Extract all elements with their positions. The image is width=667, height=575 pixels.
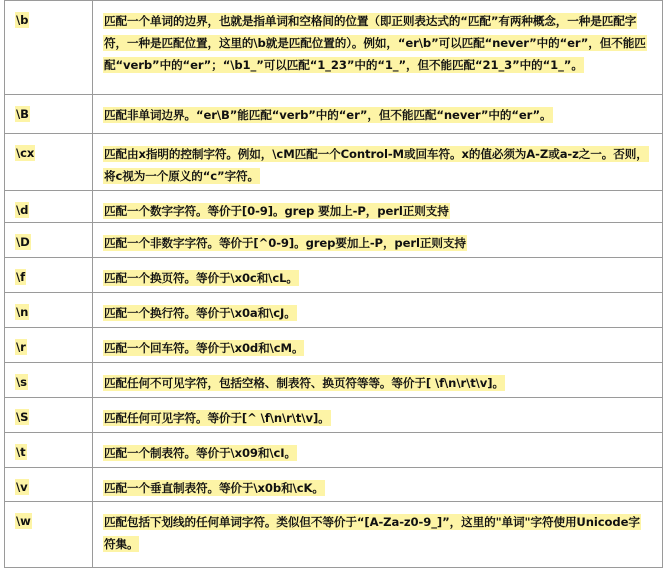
description-text: 匹配一个数字字符。等价于[0-9]。grep 要加上-P，perl正则支持 [104,204,449,218]
symbol-cell [5,134,93,190]
description-text: 匹配任何可见字符。等价于[^ \f\n\r\t\v]。 [104,411,330,425]
symbol-cell [5,258,93,292]
symbol-text: \s [16,375,27,389]
symbol-text: \B [16,107,29,121]
description-text: 匹配一个非数字字符。等价于[^0-9]。grep要加上-P，perl正则支持 [104,236,466,250]
symbol-cell [5,502,93,567]
symbol-text: \cx [16,146,35,160]
regex-reference-table [4,0,663,568]
table-row [5,501,662,567]
table-row [5,0,662,94]
description-cell [93,433,662,467]
description-cell [93,95,662,133]
symbol-cell [5,191,93,222]
symbol-cell [5,398,93,432]
description-text: 匹配一个换行符。等价于\x0a和\cJ。 [104,306,296,320]
description-cell [93,328,662,362]
symbol-cell [5,433,93,467]
symbol-cell [5,223,93,257]
description-cell [93,293,662,327]
description-text: 匹配非单词边界。“er\B”能匹配“verb”中的“er”，但不能匹配“never”中的“er”。 [104,108,552,122]
symbol-text: \r [16,340,26,354]
symbol-cell [5,363,93,397]
table-row [5,467,662,501]
symbol-cell [5,293,93,327]
description-text: 匹配一个制表符。等价于\x09和\cI。 [104,446,296,460]
description-text: 匹配任何不可见字符，包括空格、制表符、换页符等等。等价于[ \f\n\r\t\v]。 [104,376,504,390]
description-cell [93,363,662,397]
symbol-cell [5,468,93,501]
description-cell [93,223,662,257]
description-cell [93,398,662,432]
description-text: 匹配一个换页符。等价于\x0c和\cL。 [104,271,298,285]
table-row [5,397,662,432]
symbol-text: \n [16,305,29,319]
description-text: 匹配由x指明的控制字符。例如，\cM匹配一个Control-M或回车符。x的值必须为A-Z或a-z之一。否则，将c视为一个原义的“c”字符。 [104,147,648,183]
description-cell [93,1,662,94]
table-row [5,257,662,292]
table-row [5,292,662,327]
description-text: 匹配包括下划线的任何单词字符。类似但不等价于“[A-Za-z0-9_]”，这里的"单词"字符使用Unicode字符集。 [104,515,640,551]
description-cell [93,134,662,190]
table-row [5,94,662,133]
table-row [5,190,662,222]
description-text: 匹配一个垂直制表符。等价于\x0b和\cK。 [104,481,324,495]
symbol-text: \D [16,235,30,249]
symbol-text: \S [16,410,29,424]
table-row [5,133,662,190]
description-cell [93,468,662,501]
symbol-text: \d [16,203,29,217]
symbol-text: \b [16,13,29,27]
description-text: 匹配一个回车符。等价于\x0d和\cM。 [104,341,304,355]
table-row [5,362,662,397]
description-cell [93,191,662,222]
symbol-text: \v [16,480,28,494]
symbol-text: \f [16,270,26,284]
table-row [5,222,662,257]
symbol-text: \w [16,514,31,528]
symbol-text: \t [16,445,26,459]
description-cell [93,502,662,567]
symbol-cell [5,95,93,133]
description-text: 匹配一个单词的边界，也就是指单词和空格间的位置（即正则表达式的“匹配”有两种概念，一种是匹配字符，一种是匹配位置，这里的\b就是匹配位置的）。例如，“er\b”可以匹配“never”中的“er”，但不能匹配“verb”中的“er”；“\b1_”可以匹配“1_23”中的“1_”，但不能匹配“21_3”中的“1_”。 [104,14,646,72]
table-row [5,327,662,362]
symbol-cell [5,328,93,362]
table-row [5,432,662,467]
symbol-cell [5,1,93,94]
description-cell [93,258,662,292]
